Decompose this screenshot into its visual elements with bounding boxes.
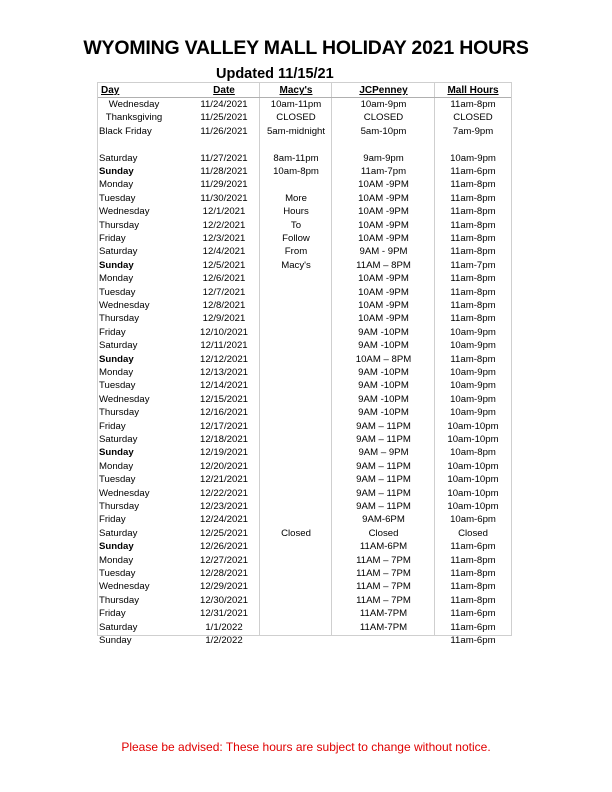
jcpenney-cell: 9AM -10PM xyxy=(358,326,409,338)
date-cell: 12/10/2021 xyxy=(199,326,248,338)
day-cell: Saturday xyxy=(99,621,138,633)
mall-hours-cell: 11am-8pm xyxy=(450,179,496,191)
date-cell: 12/4/2021 xyxy=(202,246,246,258)
header-macys: Macy's xyxy=(279,85,313,96)
jcpenney-cell: 9AM -10PM xyxy=(358,407,409,419)
macys-cell: Macy's xyxy=(281,259,311,271)
date-cell: 11/27/2021 xyxy=(200,152,248,164)
table-row xyxy=(98,111,511,124)
mall-hours-cell: 11am-8pm xyxy=(450,286,496,298)
table-row xyxy=(98,192,511,205)
mall-hours-cell: 10am-10pm xyxy=(447,460,499,472)
jcpenney-cell: 10AM -9PM xyxy=(358,219,409,231)
mall-hours-cell: 11am-8pm xyxy=(450,273,496,285)
jcpenney-cell: 11AM – 7PM xyxy=(356,554,411,566)
mall-hours-cell: 11am-8pm xyxy=(450,594,496,606)
jcpenney-cell: 10AM -9PM xyxy=(358,273,409,285)
day-cell: Sunday xyxy=(99,166,134,177)
date-cell: 12/24/2021 xyxy=(199,514,248,526)
day-cell: Wednesday xyxy=(99,300,150,311)
table-row xyxy=(98,406,511,419)
date-cell: 12/6/2021 xyxy=(202,273,246,285)
mall-hours-cell: 10am-9pm xyxy=(450,380,496,392)
macys-cell: Hours xyxy=(283,206,309,218)
mall-hours-cell: 11am-8pm xyxy=(450,246,496,258)
day-cell: Friday xyxy=(99,514,126,526)
mall-hours-cell: 10am-10pm xyxy=(447,501,499,512)
jcpenney-cell: 9AM -10PM xyxy=(358,393,409,405)
day-cell: Thursday xyxy=(99,594,139,606)
day-cell: Monday xyxy=(99,554,134,566)
table-row xyxy=(98,513,511,526)
jcpenney-cell: 10am-9pm xyxy=(360,99,407,110)
date-cell: 12/13/2021 xyxy=(199,367,248,378)
day-cell: Thursday xyxy=(99,407,139,419)
mall-hours-cell: 11am-8pm xyxy=(450,353,496,365)
day-cell: Saturday xyxy=(99,434,138,445)
date-cell: 12/14/2021 xyxy=(199,380,248,392)
day-cell: Sunday xyxy=(99,353,134,365)
day-cell: Thursday xyxy=(99,501,139,512)
mall-hours-cell: 11am-8pm xyxy=(450,313,496,325)
date-cell: 11/25/2021 xyxy=(200,112,248,124)
table-row xyxy=(98,594,511,607)
day-cell: Wednesday xyxy=(99,206,150,218)
macys-cell: More xyxy=(285,192,307,204)
mall-hours-cell: Closed xyxy=(458,527,488,539)
macys-cell: Closed xyxy=(281,527,311,539)
jcpenney-cell: 9AM – 11PM xyxy=(356,474,411,486)
jcpenney-cell: 10AM -9PM xyxy=(358,300,409,311)
table-row xyxy=(98,554,511,567)
date-cell: 12/8/2021 xyxy=(202,300,246,311)
date-cell: 12/11/2021 xyxy=(200,340,248,352)
table-row xyxy=(98,299,511,312)
mall-hours-cell: 11am-6pm xyxy=(450,166,496,177)
date-cell: 12/25/2021 xyxy=(199,527,248,539)
day-cell: Monday xyxy=(99,367,134,378)
hours-table xyxy=(97,82,512,646)
jcpenney-cell: 9AM – 9PM xyxy=(358,447,409,459)
date-cell: 12/9/2021 xyxy=(202,313,246,325)
jcpenney-cell: 9AM – 11PM xyxy=(356,434,411,445)
date-cell: 1/1/2022 xyxy=(205,621,243,633)
jcpenney-cell: 11am-7pm xyxy=(360,166,407,177)
date-cell: 12/2/2021 xyxy=(202,219,246,231)
updated-subtitle: Updated 11/15/21 xyxy=(216,66,334,82)
header-day: Day xyxy=(101,85,120,96)
macys-cell: 10am-11pm xyxy=(270,99,322,110)
table-row xyxy=(98,567,511,580)
macys-cell: Follow xyxy=(282,233,310,244)
day-cell: Monday xyxy=(99,460,134,472)
mall-hours-cell: 11am-8pm xyxy=(450,581,496,593)
date-cell: 12/22/2021 xyxy=(199,487,248,499)
mall-hours-cell: 10am-10pm xyxy=(447,434,499,445)
mall-hours-cell: 10am-9pm xyxy=(450,407,496,419)
day-cell: Friday xyxy=(99,326,126,338)
table-row xyxy=(98,178,511,191)
mall-hours-cell: 11am-8pm xyxy=(450,233,496,244)
table-row xyxy=(98,634,511,647)
date-cell: 11/24/2021 xyxy=(200,99,248,110)
date-cell: 12/12/2021 xyxy=(199,353,248,365)
table-row xyxy=(98,420,511,433)
table-row xyxy=(98,580,511,593)
table-row xyxy=(98,393,511,406)
jcpenney-cell: 9AM -10PM xyxy=(358,340,409,352)
mall-hours-cell: 7am-9pm xyxy=(452,125,494,137)
jcpenney-cell: 10AM -9PM xyxy=(358,286,409,298)
table-row xyxy=(98,245,511,258)
table-row xyxy=(98,460,511,473)
jcpenney-cell: 9am-9pm xyxy=(363,152,404,164)
header-date: Date xyxy=(213,85,235,96)
mall-hours-cell: 11am-8pm xyxy=(450,192,496,204)
jcpenney-cell: 9AM – 11PM xyxy=(356,501,411,512)
day-cell: Black Friday xyxy=(99,125,152,137)
date-cell: 12/15/2021 xyxy=(199,393,248,405)
jcpenney-cell: 10AM -9PM xyxy=(358,179,409,191)
mall-hours-cell: 11am-6pm xyxy=(450,608,496,620)
mall-hours-cell: 10am-9pm xyxy=(450,326,496,338)
day-cell: Saturday xyxy=(99,246,138,258)
day-cell: Wednesday xyxy=(99,487,150,499)
mall-hours-cell: 11am-8pm xyxy=(450,219,496,231)
day-cell: Sunday xyxy=(99,259,134,271)
date-cell: 12/27/2021 xyxy=(199,554,248,566)
table-row xyxy=(98,433,511,446)
date-cell: 12/21/2021 xyxy=(199,474,248,486)
day-cell: Sunday xyxy=(99,447,134,459)
day-cell: Monday xyxy=(99,273,134,285)
day-cell: Saturday xyxy=(99,527,138,539)
mall-hours-cell: 10am-6pm xyxy=(450,514,496,526)
table-row xyxy=(98,219,511,232)
date-cell: 12/23/2021 xyxy=(199,501,248,512)
table-row xyxy=(98,540,511,553)
mall-hours-cell: 11am-8pm xyxy=(450,206,496,218)
day-cell: Saturday xyxy=(99,152,138,164)
mall-hours-cell: 10am-10pm xyxy=(447,474,499,486)
macys-cell: 5am-midnight xyxy=(266,125,326,137)
jcpenney-cell: 10AM -9PM xyxy=(358,206,409,218)
date-cell: 12/30/2021 xyxy=(199,594,248,606)
day-cell: Thursday xyxy=(99,313,139,325)
table-row xyxy=(98,339,511,352)
mall-hours-cell: CLOSED xyxy=(453,112,493,124)
macys-cell: 8am-11pm xyxy=(273,152,319,164)
date-cell: 12/5/2021 xyxy=(202,259,246,271)
table-row xyxy=(98,312,511,325)
day-cell: Saturday xyxy=(99,340,138,352)
page-title: WYOMING VALLEY MALL HOLIDAY 2021 HOURS xyxy=(83,37,529,59)
mall-hours-cell: 10am-9pm xyxy=(450,152,496,164)
date-cell: 12/26/2021 xyxy=(199,541,248,553)
day-cell: Friday xyxy=(99,233,126,244)
table-row xyxy=(98,152,511,165)
day-cell: Tuesday xyxy=(99,474,136,486)
day-cell: Wednesday xyxy=(99,393,150,405)
date-cell: 12/19/2021 xyxy=(199,447,248,459)
day-cell: Tuesday xyxy=(99,286,136,298)
day-cell: Wednesday xyxy=(108,99,160,110)
date-cell: 12/17/2021 xyxy=(199,420,248,432)
table-row xyxy=(98,259,511,272)
mall-hours-cell: 11am-8pm xyxy=(450,99,496,110)
date-cell: 12/16/2021 xyxy=(199,407,248,419)
jcpenney-cell: 9AM - 9PM xyxy=(359,246,408,258)
jcpenney-cell: 10AM -9PM xyxy=(358,313,409,325)
day-cell: Thursday xyxy=(99,219,139,231)
mall-hours-cell: 11am-8pm xyxy=(450,554,496,566)
mall-hours-cell: 11am-7pm xyxy=(450,259,496,271)
jcpenney-cell: 11AM – 7PM xyxy=(356,581,411,593)
date-cell: 11/26/2021 xyxy=(200,125,248,137)
table-row xyxy=(98,165,511,178)
day-cell: Friday xyxy=(99,420,126,432)
mall-hours-cell: 11am-6pm xyxy=(450,541,496,553)
date-cell: 11/29/2021 xyxy=(200,179,248,191)
jcpenney-cell: 10AM -9PM xyxy=(358,233,409,244)
table-row xyxy=(98,98,511,111)
table-row xyxy=(98,473,511,486)
day-cell: Tuesday xyxy=(99,192,136,204)
table-row xyxy=(98,138,511,151)
header-jcpenney: JCPenney xyxy=(359,85,408,96)
day-cell: Thanksgiving xyxy=(105,112,163,124)
change-notice: Please be advised: These hours are subject to change without notice. xyxy=(121,740,491,754)
date-cell: 11/30/2021 xyxy=(200,192,248,204)
table-row xyxy=(98,326,511,339)
mall-hours-cell: 10am-9pm xyxy=(450,367,496,378)
jcpenney-cell: 11AM-7PM xyxy=(359,608,408,620)
day-cell: Monday xyxy=(99,179,134,191)
table-row xyxy=(98,205,511,218)
day-cell: Friday xyxy=(99,608,126,620)
jcpenney-cell: 9AM-6PM xyxy=(362,514,405,526)
day-cell: Sunday xyxy=(99,635,132,646)
date-cell: 12/29/2021 xyxy=(199,581,248,593)
jcpenney-cell: 11AM-7PM xyxy=(359,621,408,633)
table-row xyxy=(98,272,511,285)
mall-hours-cell: 10am-10pm xyxy=(447,487,499,499)
day-cell: Sunday xyxy=(99,541,134,553)
jcpenney-cell: 9AM – 11PM xyxy=(356,487,411,499)
date-cell: 1/2/2022 xyxy=(205,635,243,646)
jcpenney-cell: 11AM – 7PM xyxy=(356,594,411,606)
jcpenney-cell: 11AM – 7PM xyxy=(356,568,411,579)
mall-hours-cell: 11am-6pm xyxy=(450,635,496,646)
header-mall-hours: Mall Hours xyxy=(447,85,499,96)
mall-hours-cell: 11am-8pm xyxy=(450,300,496,311)
mall-hours-cell: 10am-9pm xyxy=(450,340,496,352)
mall-hours-cell: 10am-9pm xyxy=(450,393,496,405)
table-row xyxy=(98,527,511,540)
table-row xyxy=(98,500,511,513)
table-row xyxy=(98,607,511,620)
jcpenney-cell: 11AM-6PM xyxy=(359,541,408,553)
table-row xyxy=(98,446,511,459)
date-cell: 12/20/2021 xyxy=(199,460,248,472)
date-cell: 11/28/2021 xyxy=(200,166,248,177)
table-row xyxy=(98,366,511,379)
day-cell: Tuesday xyxy=(99,380,136,392)
day-cell: Wednesday xyxy=(99,581,150,593)
table-row xyxy=(98,353,511,366)
mall-hours-cell: 10am-10pm xyxy=(447,420,499,432)
table-row xyxy=(98,487,511,500)
date-cell: 12/31/2021 xyxy=(199,608,248,620)
date-cell: 12/1/2021 xyxy=(202,206,246,218)
jcpenney-cell: Closed xyxy=(368,527,399,539)
jcpenney-cell: 11AM – 8PM xyxy=(356,259,411,271)
table-row xyxy=(98,125,511,138)
jcpenney-cell: 9AM – 11PM xyxy=(356,420,411,432)
jcpenney-cell: 5am-10pm xyxy=(360,125,407,137)
mall-hours-cell: 11am-6pm xyxy=(450,621,496,633)
jcpenney-cell: CLOSED xyxy=(363,112,404,124)
table-row xyxy=(98,621,511,634)
jcpenney-cell: 9AM -10PM xyxy=(358,367,409,378)
table-row xyxy=(98,286,511,299)
jcpenney-cell: 9AM -10PM xyxy=(358,380,409,392)
jcpenney-cell: 9AM – 11PM xyxy=(356,460,411,472)
mall-hours-cell: 10am-8pm xyxy=(450,447,496,459)
date-cell: 12/18/2021 xyxy=(199,434,248,445)
table-row xyxy=(98,379,511,392)
jcpenney-cell: 10AM -9PM xyxy=(358,192,409,204)
date-cell: 12/28/2021 xyxy=(199,568,248,579)
macys-cell: CLOSED xyxy=(276,112,316,124)
macys-cell: From xyxy=(284,246,308,258)
macys-cell: To xyxy=(290,219,302,231)
date-cell: 12/7/2021 xyxy=(202,286,246,298)
mall-hours-cell: 11am-8pm xyxy=(450,568,496,579)
day-cell: Tuesday xyxy=(99,568,136,579)
jcpenney-cell: 10AM – 8PM xyxy=(355,353,412,365)
table-row xyxy=(98,232,511,245)
macys-cell: 10am-8pm xyxy=(273,166,319,177)
date-cell: 12/3/2021 xyxy=(202,233,246,244)
